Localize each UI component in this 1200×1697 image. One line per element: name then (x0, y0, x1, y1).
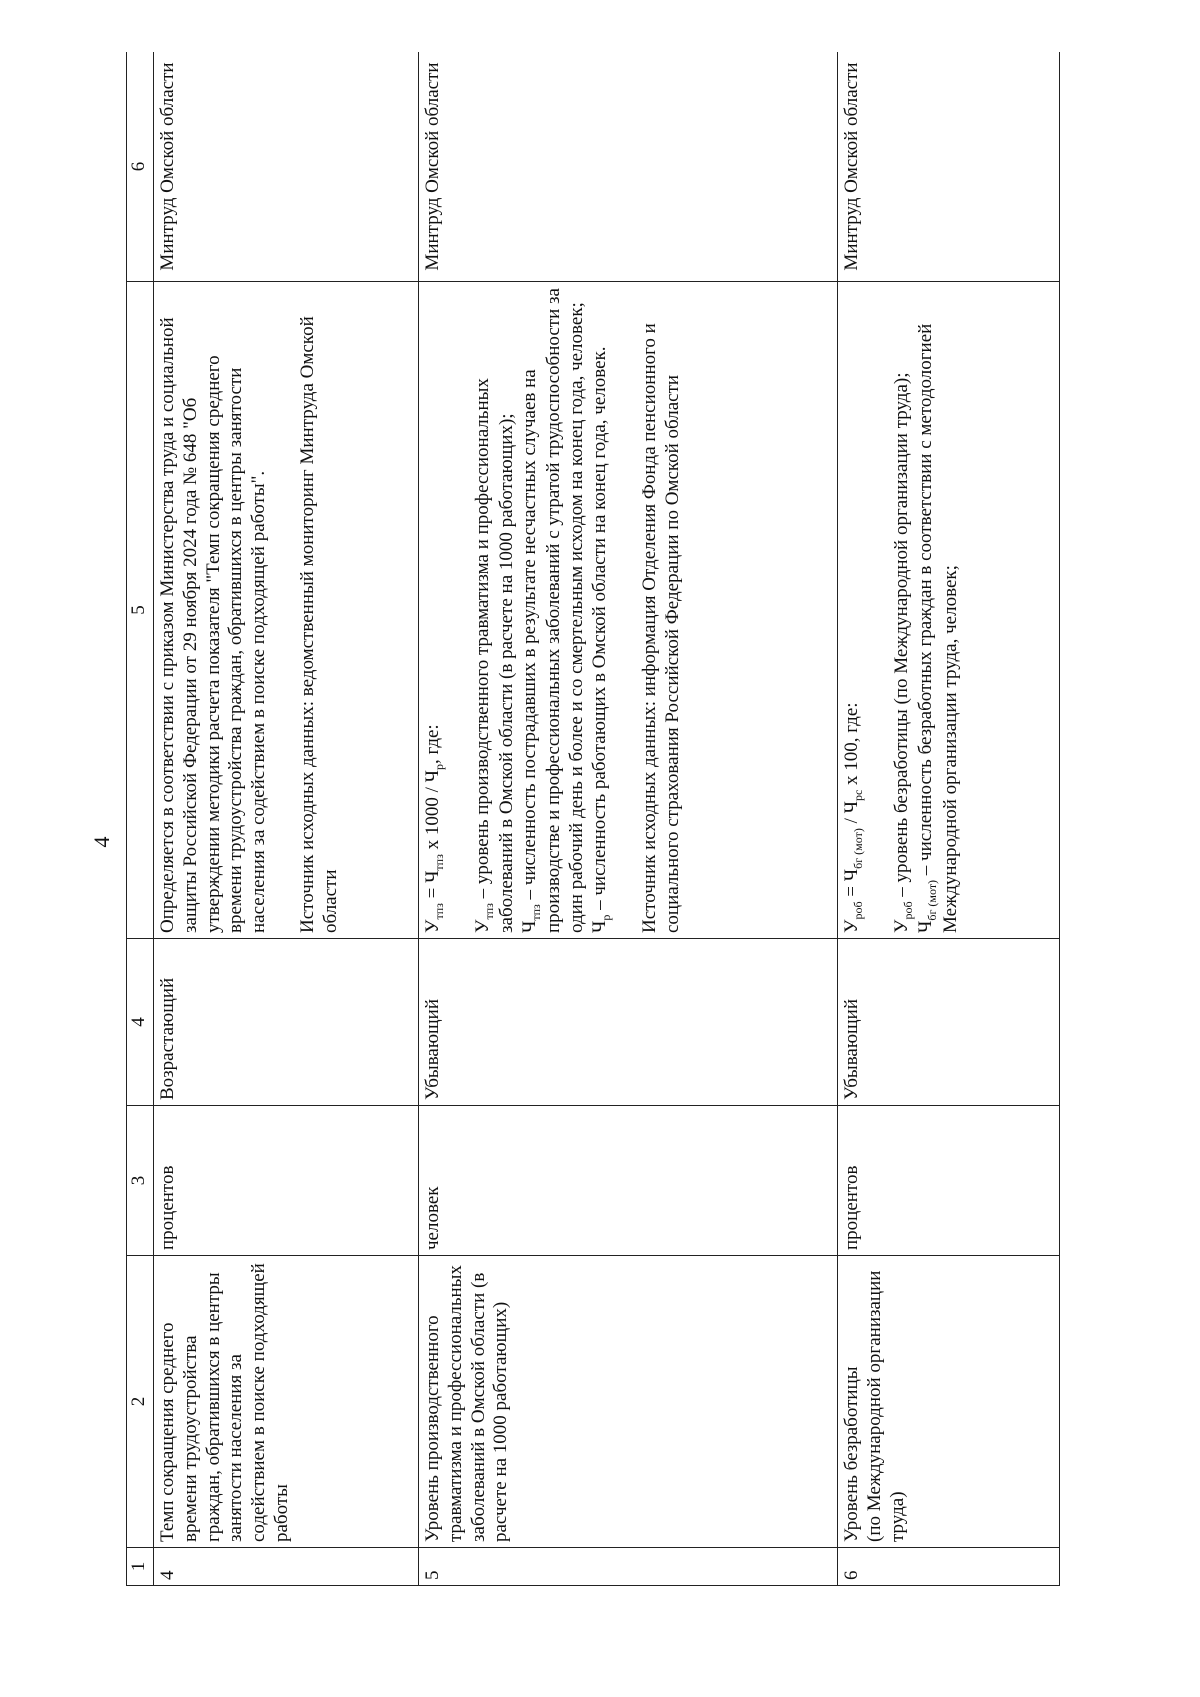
method-cell (838, 282, 1060, 939)
responsible-cell: Минтруд Омской области (154, 52, 419, 282)
definition: $У_{тпз}$ – уровень производственного травматизма и профессиональных заболеваний в Омской области (в расчете на 1000 работающих); (472, 378, 518, 933)
formula: $У_{роб} = Ч_{бг (мот)} / Ч_{рс}$ x 100, где: (841, 702, 865, 933)
indicator-name: Уровень безработицы (по Международной организации труда) (838, 1256, 1060, 1548)
trend-cell: Убывающий (838, 939, 1060, 1106)
data-source: Источник исходных данных: ведомственный мониторинг Минтруда Омской области (296, 316, 341, 933)
formula: $У_{тпз} = Ч_{тпз}$ x $1000 / Ч_р$, где: (422, 724, 446, 933)
row-number: 5 (419, 1548, 838, 1586)
rotated-table-container (126, 52, 1065, 1586)
unit-cell: процентов (154, 1106, 419, 1256)
indicators-table (126, 52, 1060, 1586)
method-cell (154, 282, 419, 939)
header-col-3: 3 (127, 1106, 154, 1256)
responsible-cell: Минтруд Омской области (419, 52, 838, 282)
header-col-6: 6 (127, 52, 154, 282)
definition: $Ч_{бг (мот)}$ – численность безработных граждан в соответствии с методологией Международной организации труда, человек; (915, 323, 961, 933)
page-number: 4 (89, 836, 114, 848)
header-col-2: 2 (127, 1256, 154, 1548)
trend-cell: Убывающий (419, 939, 838, 1106)
header-col-5: 5 (127, 282, 154, 939)
data-source: Источник исходных данных: информация Отделения Фонда пенсионного и социального страхования Российской Федерации по Омской области (639, 323, 683, 933)
definition: $Ч_р$ – численность работающих в Омской области на конец года, человек. (588, 346, 613, 933)
table-row (838, 52, 1060, 1586)
method-cell (419, 282, 838, 939)
unit-cell: человек (419, 1106, 838, 1256)
trend-cell: Возрастающий (154, 939, 419, 1106)
indicator-name: Темп сокращения среднего времени трудоустройства граждан, обратившихся в центры занятости населения за содействием в поиске подходящей работы (154, 1256, 419, 1548)
indicator-name: Уровень производственного травматизма и профессиональных заболеваний в Омской области (в расчете на 1000 работающих) (419, 1256, 838, 1548)
definition: $У_{роб}$ – уровень безработицы (по Международной организации труда); (891, 372, 915, 933)
row-number: 4 (154, 1548, 419, 1586)
header-col-1: 1 (127, 1548, 154, 1586)
table-viewport (126, 52, 1065, 1586)
table-header-row (127, 52, 154, 1586)
responsible-cell: Минтруд Омской области (838, 52, 1060, 282)
unit-cell: процентов (838, 1106, 1060, 1256)
definition: $Ч_{тпз}$ – численность пострадавших в результате несчастных случаев на производстве и профессиональных заболеваний с утратой трудоспособности за один рабочий день и более и со смертельным исходом на конец года, человек; (519, 288, 588, 933)
table-row (154, 52, 419, 1586)
method-text: Определяется в соответствии с приказом Министерства труда и социальной защиты Российской Федерации от 29 ноября 2024 года № 648 "Об утверждении методики расчета показателя "Темп сокращения среднего времени трудоустройства граждан, обратившихся в центры занятости населения за содействием в поиске подходящей работы". (157, 317, 270, 933)
row-number: 6 (838, 1548, 1060, 1586)
header-col-4: 4 (127, 939, 154, 1106)
table-row (419, 52, 838, 1586)
